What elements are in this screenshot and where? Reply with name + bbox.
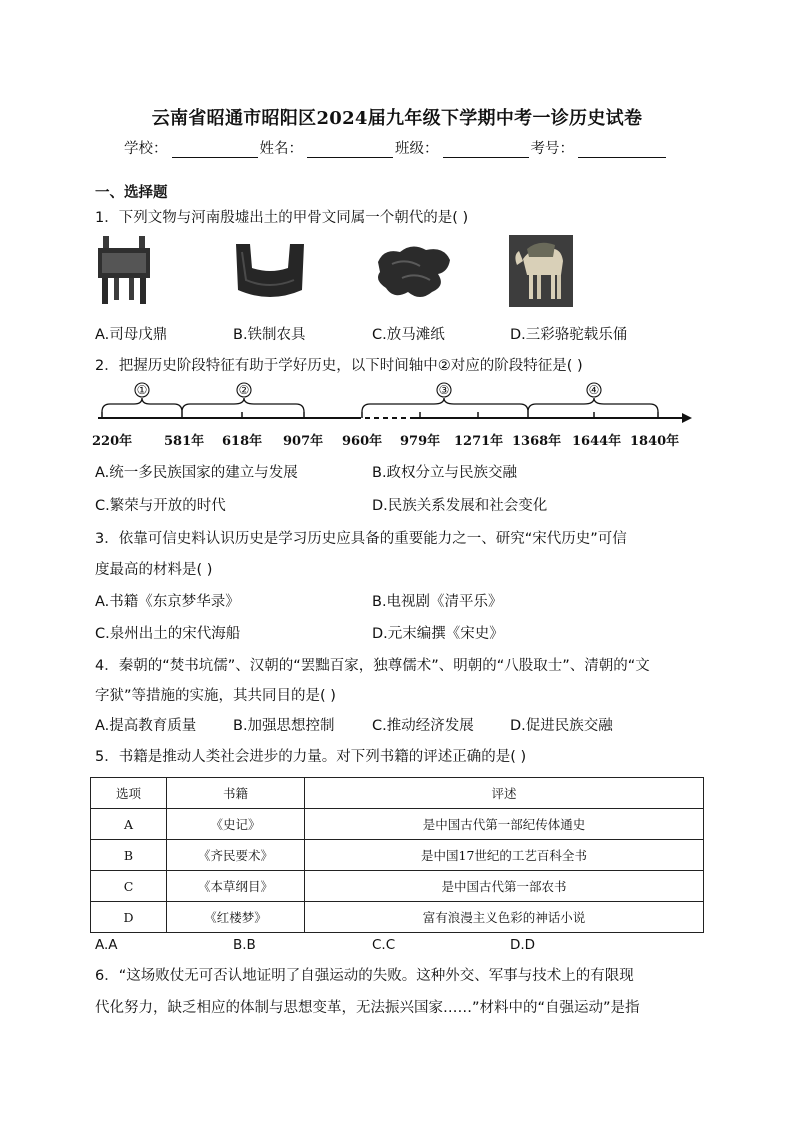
year-label: 960年	[342, 434, 383, 449]
table-cell: C	[91, 871, 167, 902]
table-row	[91, 902, 704, 933]
q3-stem-line1: 3．依靠可信史料认识历史是学习历史应具备的重要能力之一、研究“宋代历史”可信	[95, 531, 627, 547]
q6-stem-line1: 6．“这场败仗无可否认地证明了自强运动的失败。这种外交、军事与技术上的有限现	[95, 968, 634, 984]
table-cell: 《史记》	[167, 809, 305, 840]
q5-option-b[interactable]: B.B	[233, 937, 256, 953]
q4-option-a[interactable]: A.提高教育质量	[95, 718, 197, 734]
q5-stem: 5．书籍是推动人类社会进步的力量。对下列书籍的评述正确的是( )	[95, 749, 527, 765]
table-row	[91, 871, 704, 902]
table-header-cell: 评述	[305, 778, 704, 809]
table-cell: 《本草纲目》	[167, 871, 305, 902]
q4-option-c[interactable]: C.推动经济发展	[372, 718, 474, 734]
name-field[interactable]	[307, 142, 393, 158]
q2-stem: 2．把握历史阶段特征有助于学好历史，以下时间轴中②对应的阶段特征是( )	[95, 358, 583, 374]
iron-farm-tool-image	[232, 240, 308, 304]
ding-cauldron-image	[94, 234, 154, 306]
stage-3-label: ③	[438, 383, 450, 397]
table-header-cell: 选项	[91, 778, 167, 809]
stage-2-label: ②	[238, 383, 250, 397]
section-title: 一、选择题	[95, 185, 168, 201]
q2-option-d[interactable]: D.民族关系发展和社会变化	[372, 498, 548, 514]
table-cell: 富有浪漫主义色彩的神话小说	[305, 902, 704, 933]
stage-4-label: ④	[588, 383, 600, 397]
books-table	[90, 777, 704, 933]
q5-option-c[interactable]: C.C	[372, 937, 396, 953]
stage-1-label: ①	[136, 383, 148, 397]
school-label: 学校：	[124, 141, 168, 157]
school-field[interactable]	[172, 142, 258, 158]
q1-stem: 1．下列文物与河南殷墟出土的甲骨文同属一个朝代的是( )	[95, 210, 469, 226]
timeline-diagram	[94, 382, 694, 430]
table-cell: 是中国古代第一部纪传体通史	[305, 809, 704, 840]
year-label: 1271年	[454, 434, 504, 449]
camel-figurine-image	[509, 235, 573, 307]
paper-fragment-image	[372, 240, 454, 304]
q3-option-a[interactable]: A.书籍《东京梦华录》	[95, 594, 240, 610]
q3-option-b[interactable]: B.电视剧《清平乐》	[372, 594, 503, 610]
year-label: 907年	[283, 434, 324, 449]
class-label: 班级：	[395, 141, 439, 157]
table-cell: 是中国17世纪的工艺百科全书	[305, 840, 704, 871]
q3-option-d[interactable]: D.元末编撰《宋史》	[372, 626, 504, 642]
q4-stem-line2: 字狱”等措施的实施，其共同目的是( )	[95, 688, 336, 704]
class-field[interactable]	[443, 142, 529, 158]
table-row	[91, 809, 704, 840]
year-label: 581年	[164, 434, 205, 449]
q4-stem-line1: 4．秦朝的“焚书坑儒”、汉朝的“罢黜百家，独尊儒术”、明朝的“八股取士”、清朝的“文	[95, 658, 650, 674]
q1-option-d[interactable]: D.三彩骆驼载乐俑	[510, 327, 628, 343]
table-header-cell: 书籍	[167, 778, 305, 809]
q4-option-b[interactable]: B.加强思想控制	[233, 718, 335, 734]
student-info-row	[124, 137, 668, 158]
table-header-row	[91, 778, 704, 809]
exam-number-field[interactable]	[578, 142, 666, 158]
q2-option-a[interactable]: A.统一多民族国家的建立与发展	[95, 465, 298, 481]
table-cell: 是中国古代第一部农书	[305, 871, 704, 902]
q5-option-a[interactable]: A.A	[95, 937, 118, 953]
q6-stem-line2: 代化努力，缺乏相应的体制与思想变革，无法振兴国家……”材料中的“自强运动”是指	[95, 1000, 640, 1016]
q1-option-b[interactable]: B.铁制农具	[233, 327, 306, 343]
year-label: 979年	[400, 434, 441, 449]
table-cell: B	[91, 840, 167, 871]
year-label: 1644年	[572, 434, 622, 449]
table-cell: A	[91, 809, 167, 840]
table-cell: 《红楼梦》	[167, 902, 305, 933]
q2-option-b[interactable]: B.政权分立与民族交融	[372, 465, 518, 481]
q3-stem-line2: 度最高的材料是( )	[95, 562, 213, 578]
q1-option-a[interactable]: A.司母戊鼎	[95, 327, 168, 343]
q4-option-d[interactable]: D.促进民族交融	[510, 718, 613, 734]
year-label: 1368年	[512, 434, 562, 449]
table-row	[91, 840, 704, 871]
q3-option-c[interactable]: C.泉州出土的宋代海船	[95, 626, 241, 642]
year-label: 220年	[92, 434, 133, 449]
q1-option-c[interactable]: C.放马滩纸	[372, 327, 445, 343]
q5-option-d[interactable]: D.D	[510, 937, 536, 953]
year-label: 1840年	[630, 434, 680, 449]
q2-option-c[interactable]: C.繁荣与开放的时代	[95, 498, 226, 514]
page-title: 云南省昭通市昭阳区2024届九年级下学期中考一诊历史试卷	[151, 108, 643, 129]
timeline-arrow-icon	[682, 413, 692, 423]
exam-number-label: 考号：	[530, 141, 574, 157]
year-label: 618年	[222, 434, 263, 449]
table-cell: D	[91, 902, 167, 933]
name-label: 姓名：	[259, 141, 303, 157]
table-cell: 《齐民要术》	[167, 840, 305, 871]
